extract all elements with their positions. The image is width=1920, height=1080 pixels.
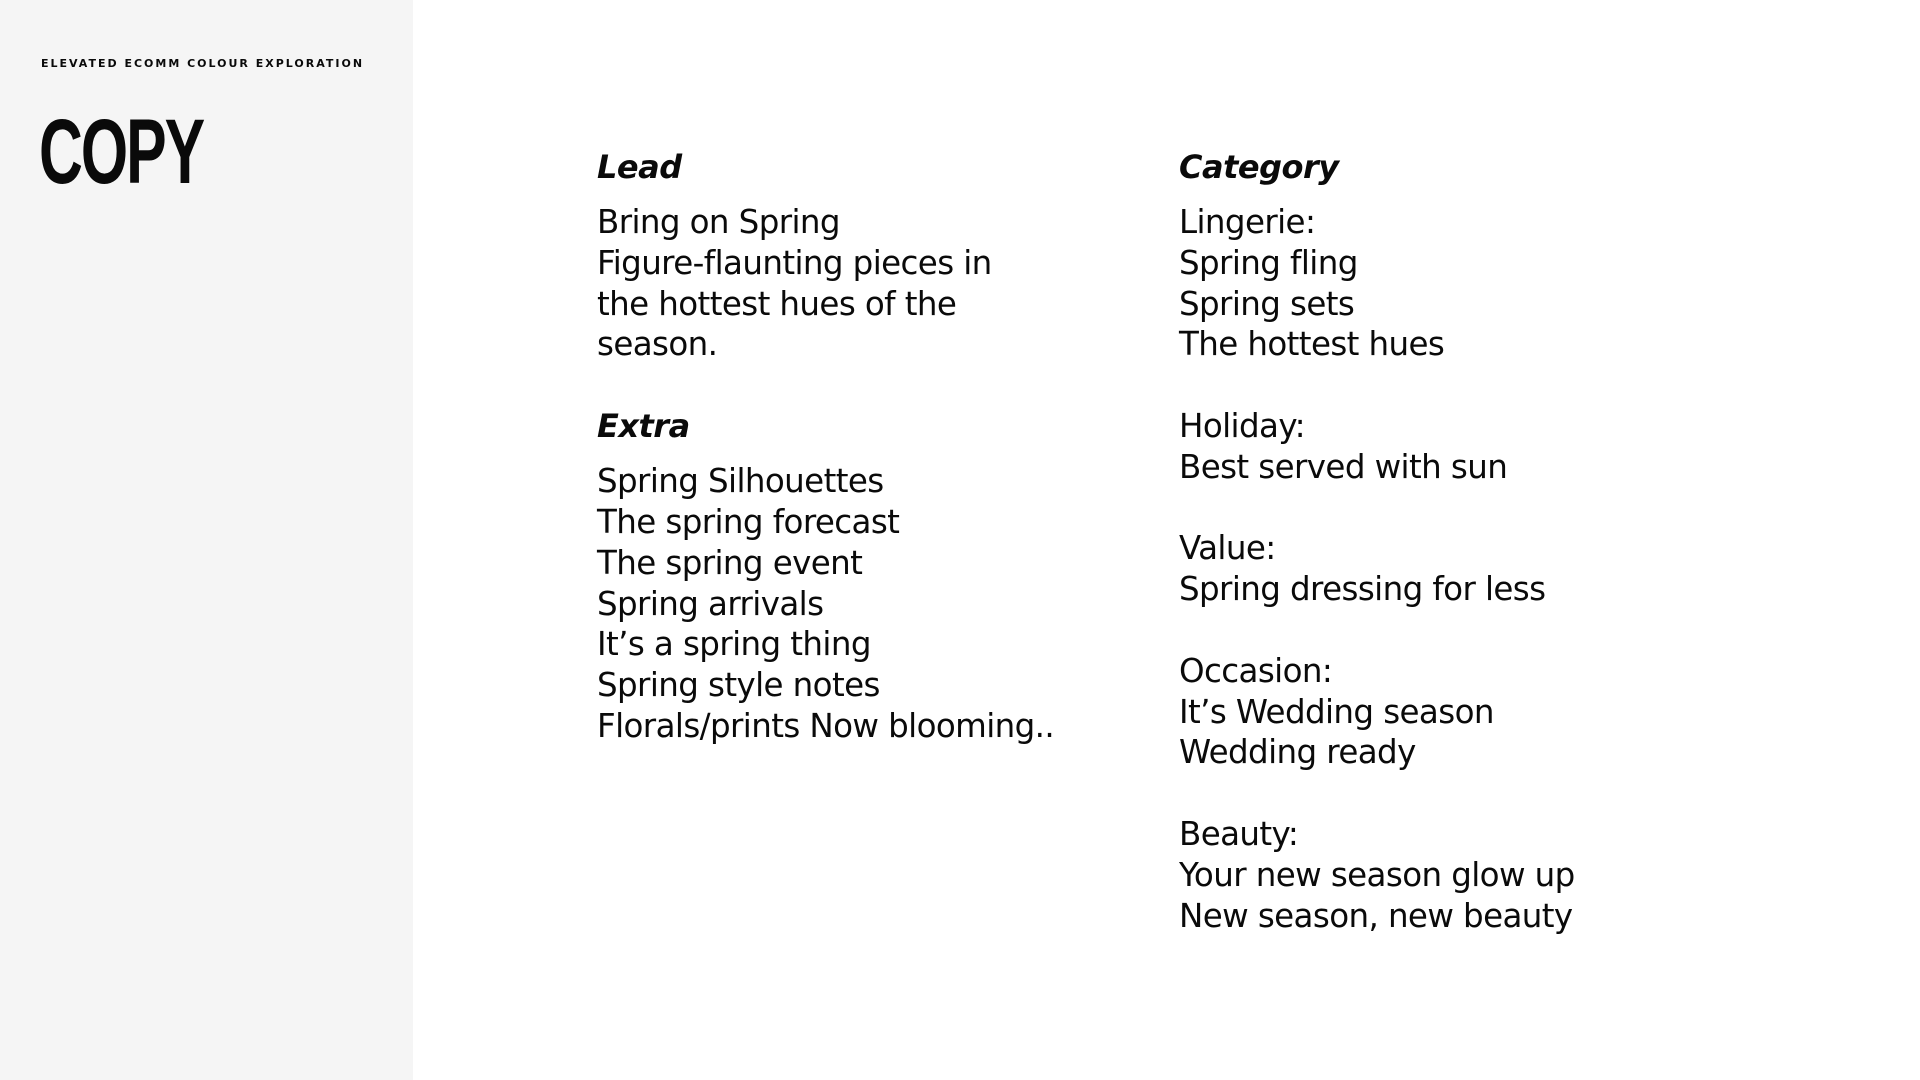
- extra-line: The spring event: [597, 543, 863, 582]
- lead-line: the hottest hues of the: [597, 284, 957, 323]
- extra-line: Spring Silhouettes: [597, 462, 884, 501]
- extra-line: It’s a spring thing: [597, 625, 871, 664]
- extra-line: Florals/prints Now blooming..: [597, 706, 1055, 745]
- extra-section: [597, 405, 1067, 747]
- sidebar-panel: [0, 0, 413, 1080]
- category-line: Your new season glow up: [1179, 855, 1575, 894]
- category-label: Holiday:: [1179, 406, 1305, 445]
- extra-line: The spring forecast: [597, 502, 900, 541]
- category-label: Occasion:: [1179, 651, 1333, 690]
- category-label: Value:: [1179, 529, 1276, 568]
- category-line: It’s Wedding season: [1179, 692, 1494, 731]
- extra-heading: Extra: [597, 407, 690, 446]
- category-group-lingerie: [1179, 202, 1649, 365]
- category-group-beauty: [1179, 814, 1649, 936]
- category-heading: Category: [1179, 148, 1339, 186]
- category-label: Beauty:: [1179, 814, 1299, 853]
- left-column: [597, 146, 1067, 787]
- lead-line: season.: [597, 325, 718, 364]
- category-line: Spring fling: [1179, 243, 1358, 282]
- category-group-holiday: [1179, 406, 1649, 488]
- eyebrow-label: ELEVATED ECOMM COLOUR EXPLORATION: [41, 57, 365, 70]
- category-line: The hottest hues: [1179, 325, 1445, 364]
- category-line: Spring dressing for less: [1179, 570, 1546, 609]
- lead-line: Figure-flaunting pieces in: [597, 243, 992, 282]
- category-line: New season, new beauty: [1179, 896, 1573, 935]
- category-group-value: [1179, 528, 1649, 610]
- category-line: Wedding ready: [1179, 733, 1416, 772]
- lead-section: [597, 146, 1067, 365]
- page-title: COPY: [39, 101, 204, 203]
- category-group-occasion: [1179, 651, 1649, 773]
- category-line: Best served with sun: [1179, 447, 1508, 486]
- right-column: [1179, 146, 1649, 936]
- lead-heading: Lead: [597, 148, 682, 186]
- extra-line: Spring style notes: [597, 666, 880, 705]
- category-label: Lingerie:: [1179, 203, 1316, 241]
- category-line: Spring sets: [1179, 284, 1355, 323]
- extra-line: Spring arrivals: [597, 584, 824, 623]
- lead-line: Bring on Spring: [597, 203, 840, 241]
